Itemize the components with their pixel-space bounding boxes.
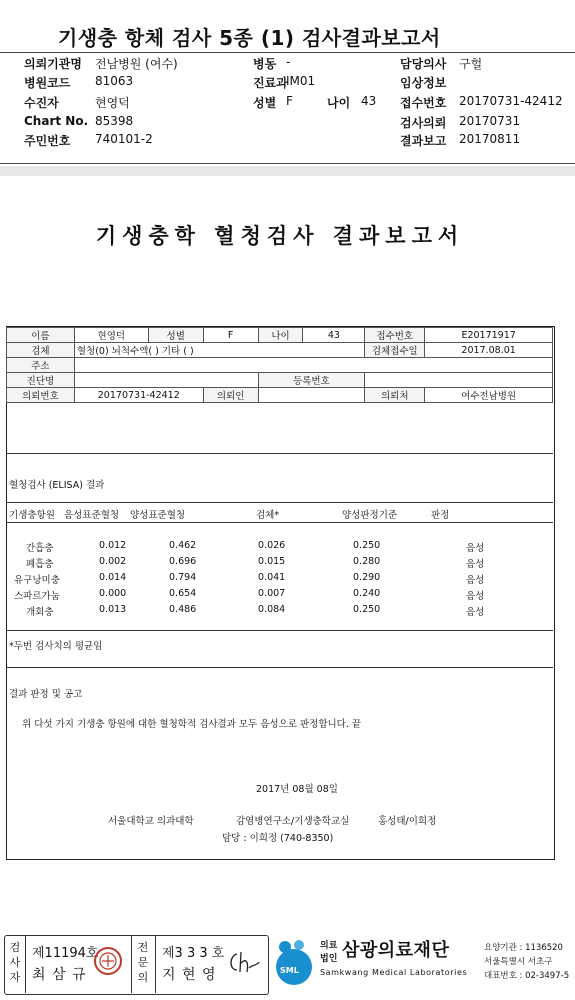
seal-icon	[93, 946, 123, 976]
address-label: 주소	[7, 358, 75, 373]
req-label: 검사의뢰	[400, 116, 447, 130]
inst-value: 전남병원 (여수)	[95, 57, 178, 71]
req-place-value: 여수전남병원	[425, 388, 553, 403]
specimen-value: 혈청(0) 뇌척수액( ) 기타 ( )	[74, 343, 364, 358]
age-value: 43	[303, 328, 365, 343]
result-cell: 음성	[466, 607, 485, 618]
antigen-cell: 폐흡충	[26, 559, 54, 570]
signature-icon	[225, 948, 261, 976]
diagnosis-label: 진단명	[7, 373, 75, 388]
specimen-label: 검체	[7, 343, 75, 358]
col-antigen: 기생충항원	[9, 510, 55, 521]
patient-info-table	[6, 327, 553, 403]
inspector-number: 제11194호	[32, 946, 99, 961]
patient-value: 현영덕	[95, 96, 130, 110]
cutoff-cell: 0.240	[353, 588, 381, 599]
sample-cell: 0.026	[258, 540, 286, 551]
sample-cell: 0.041	[258, 572, 286, 583]
header-row-4	[0, 114, 575, 128]
age-value: 43	[361, 94, 377, 108]
report-header	[0, 0, 575, 165]
sml-badge: SML	[280, 966, 299, 975]
footer-divider	[25, 936, 26, 993]
antigen-cell: 간흡충	[26, 543, 54, 554]
info-row	[7, 343, 553, 358]
rrn-label: 주민번호	[24, 134, 71, 148]
pos-cell: 0.696	[169, 556, 197, 567]
hospcode-value: 81063	[95, 74, 134, 88]
col-sample: 검체*	[256, 510, 280, 521]
sex-value: F	[286, 94, 293, 108]
footnote: *두번 검사치의 평균임	[9, 641, 103, 652]
pos-cell: 0.794	[169, 572, 197, 583]
pos-cell: 0.654	[169, 588, 197, 599]
lab-name: 감염병연구소/기생충학교실	[236, 816, 350, 827]
regno-value	[365, 373, 553, 388]
col-result: 판정	[431, 510, 450, 521]
contact: 담당 : 이희정 (740-8350)	[222, 833, 334, 844]
logo-prefix-2: 법인	[320, 954, 338, 964]
sample-cell: 0.015	[258, 556, 286, 567]
patient-label: 수진자	[24, 96, 59, 110]
neg-cell: 0.002	[99, 556, 127, 567]
specimen-date-label: 검체접수일	[365, 343, 425, 358]
table-row	[6, 556, 553, 572]
section-divider	[6, 502, 553, 503]
reviewer-name: 지 현 영	[162, 967, 217, 983]
sex-label: 성별	[148, 328, 203, 343]
page-gap	[0, 166, 575, 176]
antigen-cell: 스파르가눔	[14, 591, 60, 602]
cutoff-cell: 0.290	[353, 572, 381, 583]
result-cell: 음성	[466, 559, 485, 570]
chart-label: Chart No.	[24, 114, 89, 128]
results-header	[6, 507, 553, 523]
sample-cell: 0.084	[258, 604, 286, 615]
col-pos: 양성표준혈청	[130, 510, 186, 521]
pos-cell: 0.486	[169, 604, 197, 615]
logo-prefix-1: 의료	[320, 941, 338, 951]
sml-logo-icon	[273, 937, 315, 987]
inspector-label: 검사자	[9, 941, 21, 984]
regno-label: 등록번호	[258, 373, 365, 388]
footer-divider	[131, 936, 132, 993]
chart-value: 85398	[95, 114, 134, 128]
requester-label: 의뢰인	[203, 388, 258, 403]
result-cell: 음성	[466, 543, 485, 554]
pos-cell: 0.462	[169, 540, 197, 551]
conclusion-title: 결과 판정 및 공고	[9, 689, 83, 700]
cutoff-cell: 0.250	[353, 604, 381, 615]
name-label: 이름	[7, 328, 75, 343]
section-divider	[6, 630, 553, 631]
section-divider	[6, 453, 553, 454]
org-name: 서울대학교 의과대학	[108, 816, 194, 827]
antigen-cell: 유구낭미충	[14, 575, 60, 586]
address-line: 서울특별시 서초구	[484, 957, 553, 967]
sex-value: F	[203, 328, 258, 343]
ward-label: 병동	[253, 57, 277, 71]
header-row-3	[0, 94, 575, 108]
result-cell: 음성	[466, 575, 485, 586]
header-row-2	[0, 74, 575, 88]
cutoff-cell: 0.280	[353, 556, 381, 567]
dept-value: IM01	[286, 74, 316, 88]
reviewer-number: 제3 3 3 호	[162, 946, 225, 961]
info-row	[7, 373, 553, 388]
conclusion-text: 위 다섯 가지 기생충 항원에 대한 혈청학적 검사결과 모두 음성으로 판정합니다. 끝	[22, 719, 362, 730]
header-divider-bottom	[0, 163, 575, 164]
elisa-title: 혈청검사 (ELISA) 결과	[9, 480, 105, 491]
inst-label: 의뢰기관명	[24, 57, 82, 71]
receipt-label: 접수번호	[400, 96, 447, 110]
address-value	[74, 358, 552, 373]
table-row	[6, 540, 553, 556]
sample-cell: 0.007	[258, 588, 286, 599]
document-title: 기생충학 혈청검사 결과보고서	[95, 223, 465, 248]
doctor-value: 구헐	[459, 57, 483, 71]
receipt-value: E20171917	[425, 328, 553, 343]
foundation-name: 삼광의료재단	[342, 940, 450, 961]
neg-cell: 0.012	[99, 540, 127, 551]
req-no-label: 의뢰번호	[7, 388, 75, 403]
table-row	[6, 572, 553, 588]
diagnosis-value	[74, 373, 258, 388]
receipt-label: 접수번호	[365, 328, 425, 343]
req-value: 20170731	[459, 114, 521, 128]
report-value: 20170811	[459, 132, 521, 146]
col-cutoff: 양성판정기준	[342, 510, 398, 521]
table-row	[6, 588, 553, 604]
req-place-label: 의뢰처	[365, 388, 425, 403]
dept-label: 진료과	[253, 76, 288, 90]
table-row	[6, 604, 553, 620]
report-title: 기생충 항체 검사 5종 (1) 검사결과보고서	[58, 26, 441, 50]
rrn-value: 740101-2	[95, 132, 153, 146]
specimen-date-value: 2017.08.01	[425, 343, 553, 358]
report-label: 결과보고	[400, 134, 447, 148]
age-label: 나이	[258, 328, 303, 343]
header-row-5	[0, 132, 575, 146]
section-divider	[6, 522, 553, 523]
institution-line: 요양기관 : 1136520	[484, 943, 563, 953]
name-value: 현영덕	[74, 328, 148, 343]
inspector-name: 최 삼 규	[32, 967, 87, 983]
requester-value	[258, 388, 365, 403]
ward-value: -	[286, 55, 291, 69]
report-date: 2017년 08월 08일	[256, 784, 338, 795]
clinical-label: 임상정보	[400, 76, 447, 90]
antigen-cell: 개회충	[26, 607, 54, 618]
req-no-value: 20170731-42412	[74, 388, 203, 403]
hospcode-label: 병원코드	[24, 76, 71, 90]
footer-divider	[155, 936, 156, 993]
reviewer-label: 전문의	[137, 941, 149, 984]
foundation-english: Samkwang Medical Laboratories	[320, 968, 468, 977]
col-neg: 음성표준혈청	[64, 510, 120, 521]
result-cell: 음성	[466, 591, 485, 602]
phone-line: 대표번호 : 02-3497-5	[484, 971, 570, 981]
info-row	[7, 358, 553, 373]
receipt-value: 20170731-42412	[459, 94, 563, 108]
info-row	[7, 328, 553, 343]
doctor-label: 담당의사	[400, 57, 447, 71]
neg-cell: 0.013	[99, 604, 127, 615]
info-row	[7, 388, 553, 403]
persons: 홍성태/이희정	[378, 816, 437, 827]
section-divider	[6, 667, 553, 668]
age-label: 나이	[327, 96, 351, 110]
neg-cell: 0.000	[99, 588, 127, 599]
sex-label: 성별	[253, 96, 277, 110]
header-row-1	[0, 55, 575, 69]
header-divider-top	[0, 52, 575, 53]
neg-cell: 0.014	[99, 572, 127, 583]
cutoff-cell: 0.250	[353, 540, 381, 551]
